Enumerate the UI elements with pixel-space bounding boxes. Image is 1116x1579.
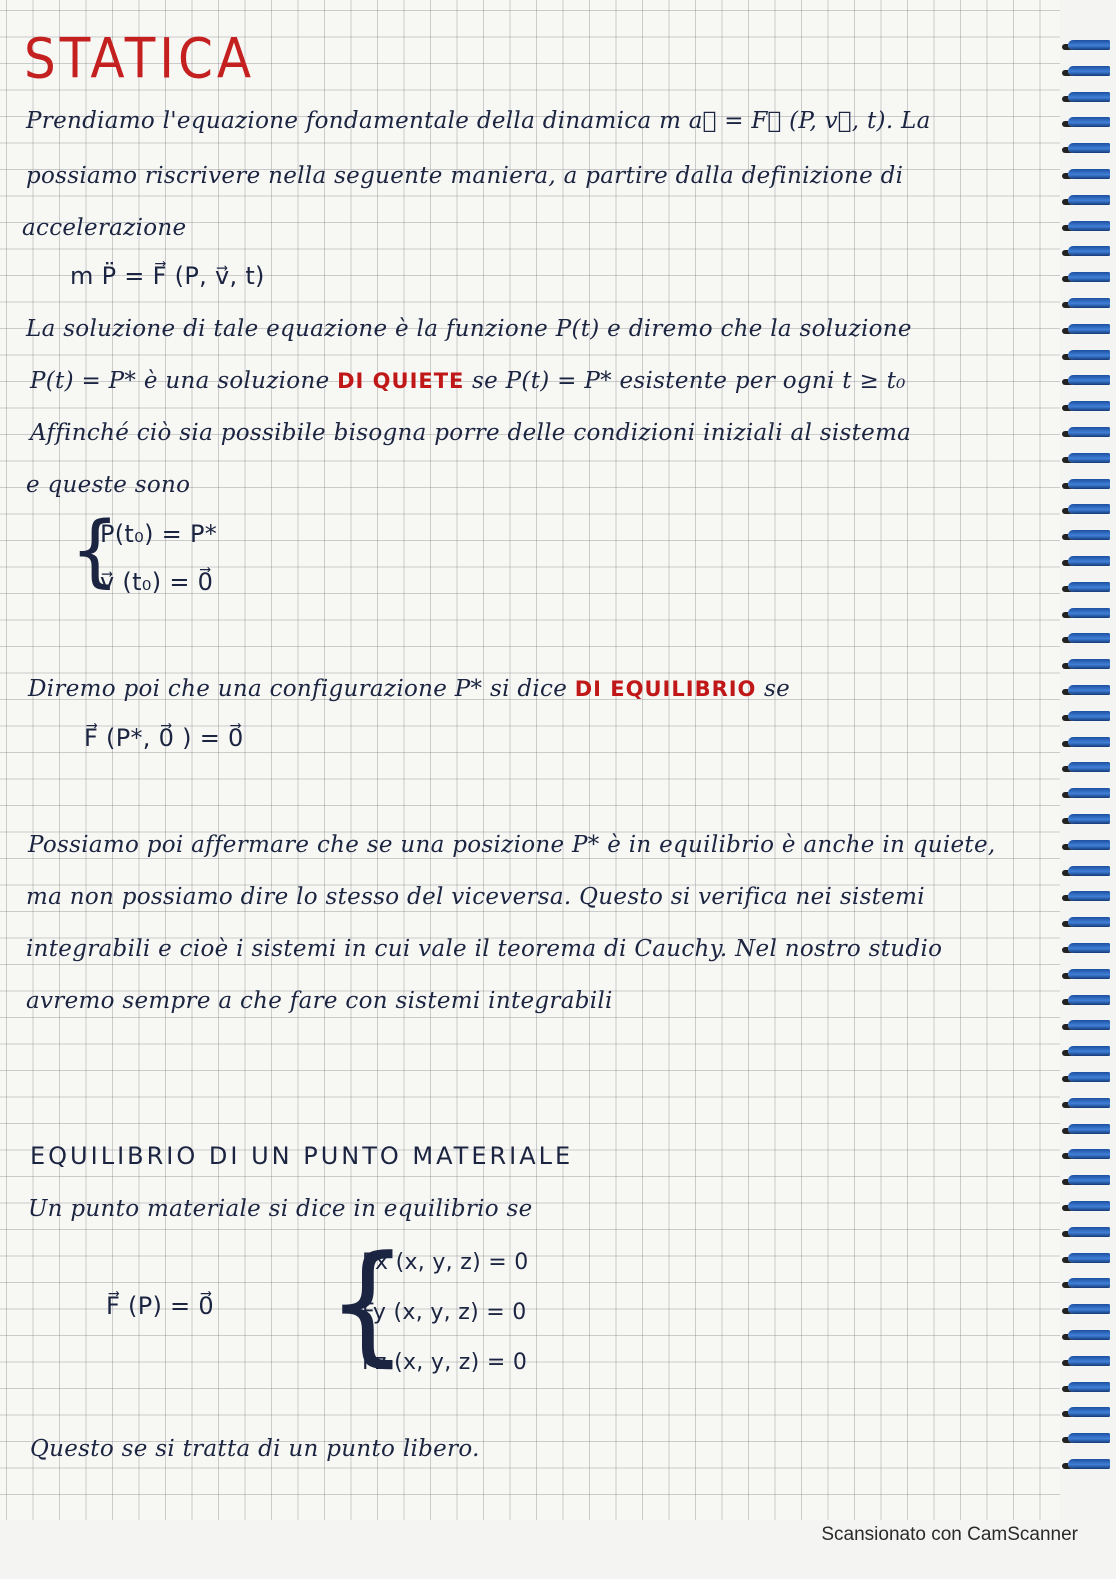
spiral-ring xyxy=(1068,1407,1110,1417)
spiral-ring xyxy=(1068,401,1110,411)
paragraph-4-line-2: ma non possiamo dire lo stesso del viceversa. Questo si verifica nei sistemi xyxy=(26,884,925,910)
spiral-ring xyxy=(1068,169,1110,179)
initial-condition-position: P(t₀) = P* xyxy=(100,520,218,548)
spiral-ring xyxy=(1068,1072,1110,1082)
spiral-ring xyxy=(1068,608,1110,618)
paragraph-2-line-1: La soluzione di tale equazione è la funzione P(t) e diremo che la soluzione xyxy=(26,316,912,342)
spiral-ring xyxy=(1068,324,1110,334)
section-heading: EQUILIBRIO DI UN PUNTO MATERIALE xyxy=(30,1142,574,1170)
scanner-watermark: Scansionato con CamScanner xyxy=(821,1524,1078,1545)
paragraph-1-line-3: accelerazione xyxy=(22,215,187,241)
paragraph-2-text-b: se P(t) = P* esistente per ogni t ≥ t₀ xyxy=(472,368,906,394)
spiral-ring xyxy=(1068,504,1110,514)
spiral-ring xyxy=(1068,453,1110,463)
spiral-ring xyxy=(1068,995,1110,1005)
highlight-di-equilibrio: DI EQUILIBRIO xyxy=(574,677,757,701)
brace-initial-conditions: { xyxy=(70,506,120,596)
spiral-ring xyxy=(1068,427,1110,437)
spiral-ring xyxy=(1068,221,1110,231)
spiral-ring xyxy=(1068,1433,1110,1443)
spiral-ring xyxy=(1068,633,1110,643)
paragraph-3-text-a: Diremo poi che una configurazione P* si dice xyxy=(28,676,568,702)
spiral-ring xyxy=(1068,917,1110,927)
spiral-ring xyxy=(1068,582,1110,592)
spiral-ring xyxy=(1068,1124,1110,1134)
spiral-ring xyxy=(1068,92,1110,102)
paragraph-5-line-1: Un punto materiale si dice in equilibrio se xyxy=(28,1196,533,1222)
paragraph-2-line-3: Affinché ciò sia possibile bisogna porre delle condizioni iniziali al sistema xyxy=(30,420,912,446)
spiral-ring xyxy=(1068,350,1110,360)
spiral-ring xyxy=(1068,891,1110,901)
spiral-ring xyxy=(1068,298,1110,308)
spiral-ring xyxy=(1068,1098,1110,1108)
paragraph-2-line-4: e queste sono xyxy=(26,472,191,498)
spiral-ring xyxy=(1068,1459,1110,1469)
paragraph-3-line-1 xyxy=(28,676,790,702)
paragraph-2-line-2 xyxy=(30,368,906,394)
spiral-ring xyxy=(1068,66,1110,76)
spiral-ring xyxy=(1068,737,1110,747)
spiral-ring xyxy=(1068,246,1110,256)
equation-equilibrium: F⃗ (P*, 0⃗ ) = 0⃗ xyxy=(84,724,244,752)
paragraph-3-text-b: se xyxy=(764,676,791,702)
component-fz: Fz (x, y, z) = 0 xyxy=(362,1350,528,1375)
spiral-ring xyxy=(1068,762,1110,772)
spiral-ring xyxy=(1068,788,1110,798)
spiral-ring xyxy=(1068,117,1110,127)
spiral-ring xyxy=(1068,1382,1110,1392)
spiral-ring xyxy=(1068,866,1110,876)
spiral-ring xyxy=(1068,1175,1110,1185)
spiral-ring xyxy=(1068,814,1110,824)
spiral-ring xyxy=(1068,1278,1110,1288)
spiral-ring xyxy=(1068,1330,1110,1340)
spiral-ring xyxy=(1068,1149,1110,1159)
spiral-ring xyxy=(1068,40,1110,50)
page-title: STATICA xyxy=(24,27,256,91)
paragraph-1-line-2: possiamo riscrivere nella seguente maniera, a partire dalla definizione di xyxy=(26,163,904,189)
paragraph-4-line-3: integrabili e cioè i sistemi in cui vale il teorema di Cauchy. Nel nostro studio xyxy=(26,936,943,962)
spiral-ring xyxy=(1068,375,1110,385)
spiral-ring xyxy=(1068,1356,1110,1366)
brace-components: { xyxy=(326,1227,409,1379)
spiral-ring xyxy=(1068,479,1110,489)
spiral-ring xyxy=(1068,969,1110,979)
component-fy: Fy (x, y, z) = 0 xyxy=(362,1300,527,1325)
highlight-di-quiete: DI QUIETE xyxy=(337,369,465,393)
spiral-ring xyxy=(1068,1046,1110,1056)
equation-point-force: F⃗ (P) = 0⃗ xyxy=(106,1292,214,1320)
paragraph-6-line-1: Questo se si tratta di un punto libero. xyxy=(30,1436,480,1462)
spiral-ring xyxy=(1068,659,1110,669)
spiral-ring xyxy=(1068,840,1110,850)
spiral-ring xyxy=(1068,195,1110,205)
spiral-ring xyxy=(1068,1227,1110,1237)
spiral-ring xyxy=(1068,272,1110,282)
spiral-ring xyxy=(1068,943,1110,953)
equation-newton: m P̈ = F⃗ (P, v⃗, t) xyxy=(70,262,265,290)
paragraph-1-line-1: Prendiamo l'equazione fondamentale della dinamica m a⃗ = F⃗ (P, v⃗, t). La xyxy=(26,108,931,134)
notebook-spiral-binding xyxy=(1060,40,1110,1480)
paragraph-2-text-a: P(t) = P* è una soluzione xyxy=(30,368,330,394)
spiral-ring xyxy=(1068,1304,1110,1314)
spiral-ring xyxy=(1068,1253,1110,1263)
paragraph-4-line-4: avremo sempre a che fare con sistemi integrabili xyxy=(26,988,613,1014)
spiral-ring xyxy=(1068,556,1110,566)
spiral-ring xyxy=(1068,711,1110,721)
spiral-ring xyxy=(1068,530,1110,540)
paragraph-4-line-1: Possiamo poi affermare che se una posizione P* è in equilibrio è anche in quiete, xyxy=(28,832,996,858)
component-fx: Fx (x, y, z) = 0 xyxy=(362,1250,529,1275)
spiral-ring xyxy=(1068,143,1110,153)
spiral-ring xyxy=(1068,685,1110,695)
spiral-ring xyxy=(1068,1020,1110,1030)
spiral-ring xyxy=(1068,1201,1110,1211)
initial-condition-velocity: v⃗ (t₀) = 0⃗ xyxy=(100,568,214,596)
